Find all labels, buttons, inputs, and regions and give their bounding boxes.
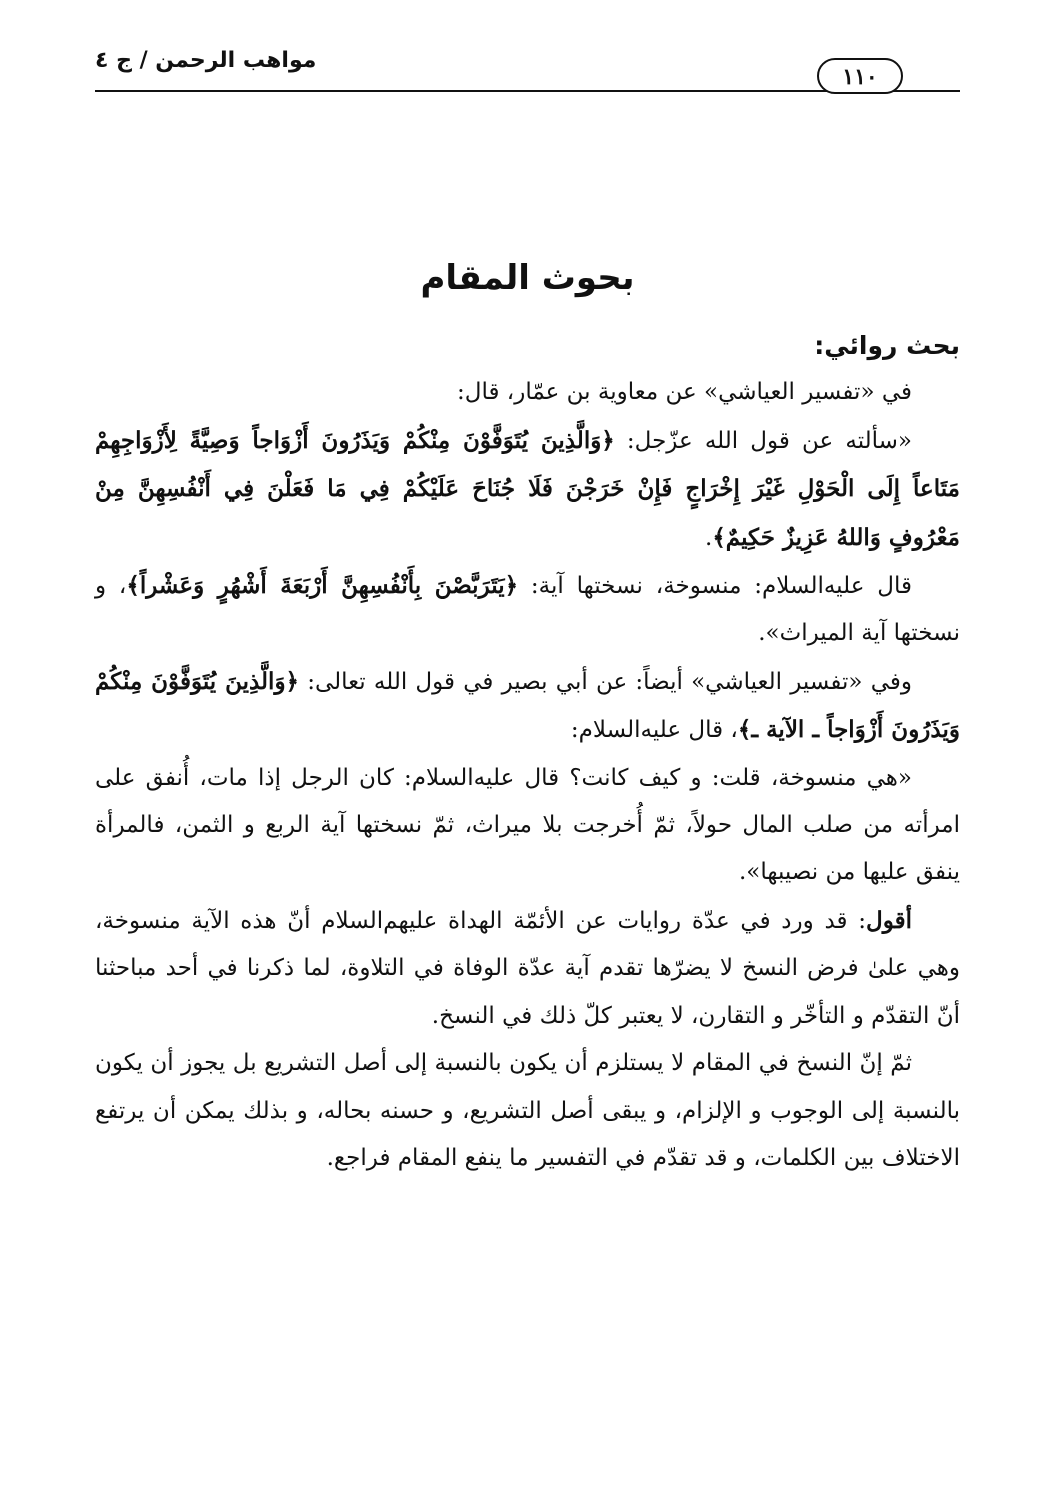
paragraph-4-end: ، قال عليه‌السلام: xyxy=(570,717,738,744)
paragraph-1: في «تفسير العياشي» عن معاوية بن عمّار، قال: xyxy=(457,379,912,406)
paragraph-4 xyxy=(95,658,960,755)
paragraph-3 xyxy=(95,562,960,658)
paragraph-2-intro: «سألته عن قول الله عزّجل: xyxy=(614,427,912,454)
page-header xyxy=(95,44,960,94)
quran-verse-1: ﴿وَالَّذِينَ يُتَوَفَّوْنَ مِنْكُمْ وَيَذَرُونَ أَزْوَاجاً وَصِيَّةً لِأَزْوَاجِهِمْ مَتَاعاً إِلَى الْحَوْلِ غَيْرَ إِخْرَاجٍ فَإِنْ خَرَجْنَ فَلَا جُنَاحَ عَلَيْكُمْ فِي مَا فَعَلْنَ فِي أَنْفُسِهِنَّ مِنْ مَعْرُوفٍ وَاللهُ عَزِيزٌ حَكِيمٌ﴾ xyxy=(95,426,960,551)
paragraph-2-end: . xyxy=(705,524,713,551)
paragraph-5: «هي منسوخة، قلت: و كيف كانت؟ قال عليه‌السلام: كان الرجل إذا مات، أُنفق على امرأته من صلب المال حولاً، ثمّ أُخرجت بلا ميراث، ثمّ نسختها آية الربع و الثمن، فالمرأة ينفق عليها من نصيبها». xyxy=(95,764,960,886)
section-title: بحوث المقام xyxy=(420,258,635,298)
paragraph-6-text: : قد ورد في عدّة روايات عن الأئمّة الهداة عليهم‌السلام أنّ هذه الآية منسوخة، وهي علىٰ فرض النسخ لا يضرّها تقدم آية عدّة الوفاة في التلاوة، لما ذكرنا في أحد مباحثنا أنّ التقدّم و التأخّر و التقارن، لا يعتبر كلّ ذلك في النسخ. xyxy=(95,907,960,1029)
paragraph-7: ثمّ إنّ النسخ في المقام لا يستلزم أن يكون بالنسبة إلى أصل التشريع بل يجوز أن يكون بالنسبة إلى الوجوب و الإلزام، و يبقى أصل التشريع، و حسنه بحاله، و بذلك يمكن أن يرتفع الاختلاف بين الكلمات، و قد تقدّم في التفسير ما ينفع المقام فراجع. xyxy=(95,1050,960,1171)
paragraph-2 xyxy=(95,417,960,562)
quran-verse-3: ﴿وَالَّذِينَ يُتَوَفَّوْنَ مِنْكُمْ وَيَذَرُونَ أَزْوَاجاً ـ الآية ـ﴾ xyxy=(95,667,960,744)
paragraph-3-end: ، و نسختها آية الميراث». xyxy=(95,573,960,647)
aqool-keyword: أقول xyxy=(866,906,912,934)
running-title: مواهب الرحمن / ج ٤ xyxy=(95,48,317,73)
paragraph-4-intro: وفي «تفسير العياشي» أيضاً: عن أبي بصير في قول الله تعالى: xyxy=(299,668,912,695)
quran-verse-2: ﴿يَتَرَبَّصْنَ بِأَنْفُسِهِنَّ أَرْبَعَةَ أَشْهُرٍ وَعَشْراً﴾ xyxy=(126,572,519,600)
paragraph-6 xyxy=(95,897,960,1040)
paragraph-3-intro: قال عليه‌السلام: منسوخة، نسختها آية: xyxy=(518,573,913,600)
subheading: بحث روائي: xyxy=(814,331,960,360)
page-number: ١١٠ xyxy=(817,58,903,94)
body-text xyxy=(95,322,960,1182)
